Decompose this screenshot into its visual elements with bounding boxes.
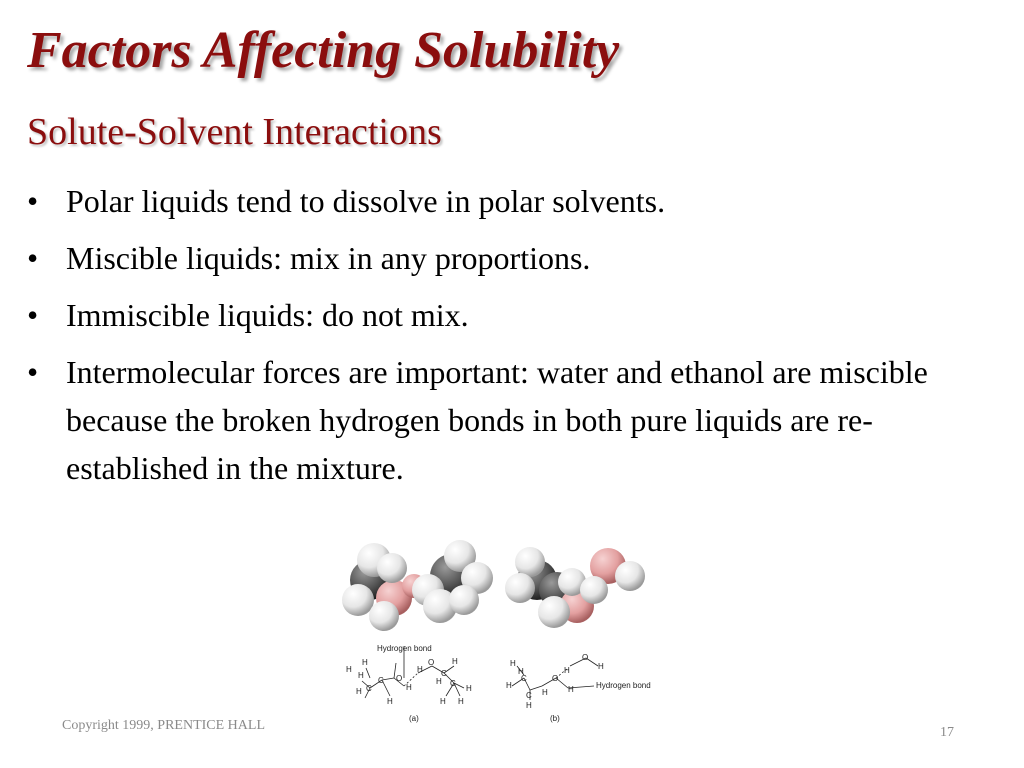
atom-label: H — [358, 671, 364, 680]
atom-label: H — [506, 681, 512, 690]
copyright-text: Copyright 1999, PRENTICE HALL — [62, 718, 265, 733]
atom-label: H — [452, 657, 458, 666]
figure-caption-b: (b) — [550, 714, 560, 723]
atom-label: C — [441, 669, 447, 678]
atom-label: O — [428, 658, 435, 667]
hydrogen-bond-label-a: Hydrogen bond — [377, 644, 432, 653]
atom-label: H — [356, 687, 362, 696]
structural-formula-a — [362, 646, 464, 698]
atom-label: O — [552, 674, 559, 683]
bullet-text: Intermolecular forces are important: water and ethanol are miscible because the broken hydrogen bonds in both pure liquids are re-established in the mixture. — [66, 354, 928, 486]
atom-label: H — [440, 697, 446, 706]
bullet-item — [27, 291, 987, 339]
bullet-item — [27, 348, 987, 492]
bullet-item — [27, 234, 987, 282]
bullet-text: Miscible liquids: mix in any proportions. — [66, 240, 591, 276]
atom-label: C — [526, 691, 532, 700]
hydrogen-bond-diagram — [332, 538, 672, 733]
atom-label: H — [526, 701, 532, 710]
hydrogen-bond-label-b: Hydrogen bond — [596, 681, 651, 690]
slide-subtitle: Solute-Solvent Interactions — [27, 111, 442, 153]
space-filling-model-b — [505, 547, 645, 628]
bullet-symbol: • — [27, 183, 39, 219]
atom-label: C — [521, 674, 527, 683]
bullet-list — [27, 177, 987, 501]
molecule-figure — [332, 538, 672, 733]
bullet-text: Immiscible liquids: do not mix. — [66, 297, 469, 333]
atom-label: H — [510, 659, 516, 668]
atom-label: H — [417, 665, 423, 674]
space-filling-model-a — [342, 540, 493, 631]
atom-label: H — [406, 683, 412, 692]
atom-label: H — [362, 658, 368, 667]
atom-label: H — [436, 677, 442, 686]
atom-label: H — [564, 666, 570, 675]
formula-atoms-b — [506, 653, 651, 723]
atom-label: H — [518, 667, 524, 676]
bullet-symbol: • — [27, 297, 39, 333]
bullet-symbol: • — [27, 240, 39, 276]
bullet-item — [27, 177, 987, 225]
atom-label: H — [466, 684, 472, 693]
atom-label: C — [450, 679, 456, 688]
page-number: 17 — [940, 725, 954, 740]
figure-caption-a: (a) — [409, 714, 419, 723]
atom-label: H — [542, 688, 548, 697]
atom-label: C — [366, 684, 372, 693]
atom-label: O — [582, 653, 589, 662]
atom-label: H — [458, 697, 464, 706]
bullet-symbol: • — [27, 354, 39, 390]
atom-label: H — [346, 665, 352, 674]
slide-title: Factors Affecting Solubility — [27, 22, 620, 79]
atom-label: C — [378, 676, 384, 685]
atom-label: O — [396, 674, 403, 683]
atom-label: H — [598, 662, 604, 671]
atom-label: H — [387, 697, 393, 706]
atom-label: H — [568, 685, 574, 694]
bullet-text: Polar liquids tend to dissolve in polar solvents. — [66, 183, 666, 219]
